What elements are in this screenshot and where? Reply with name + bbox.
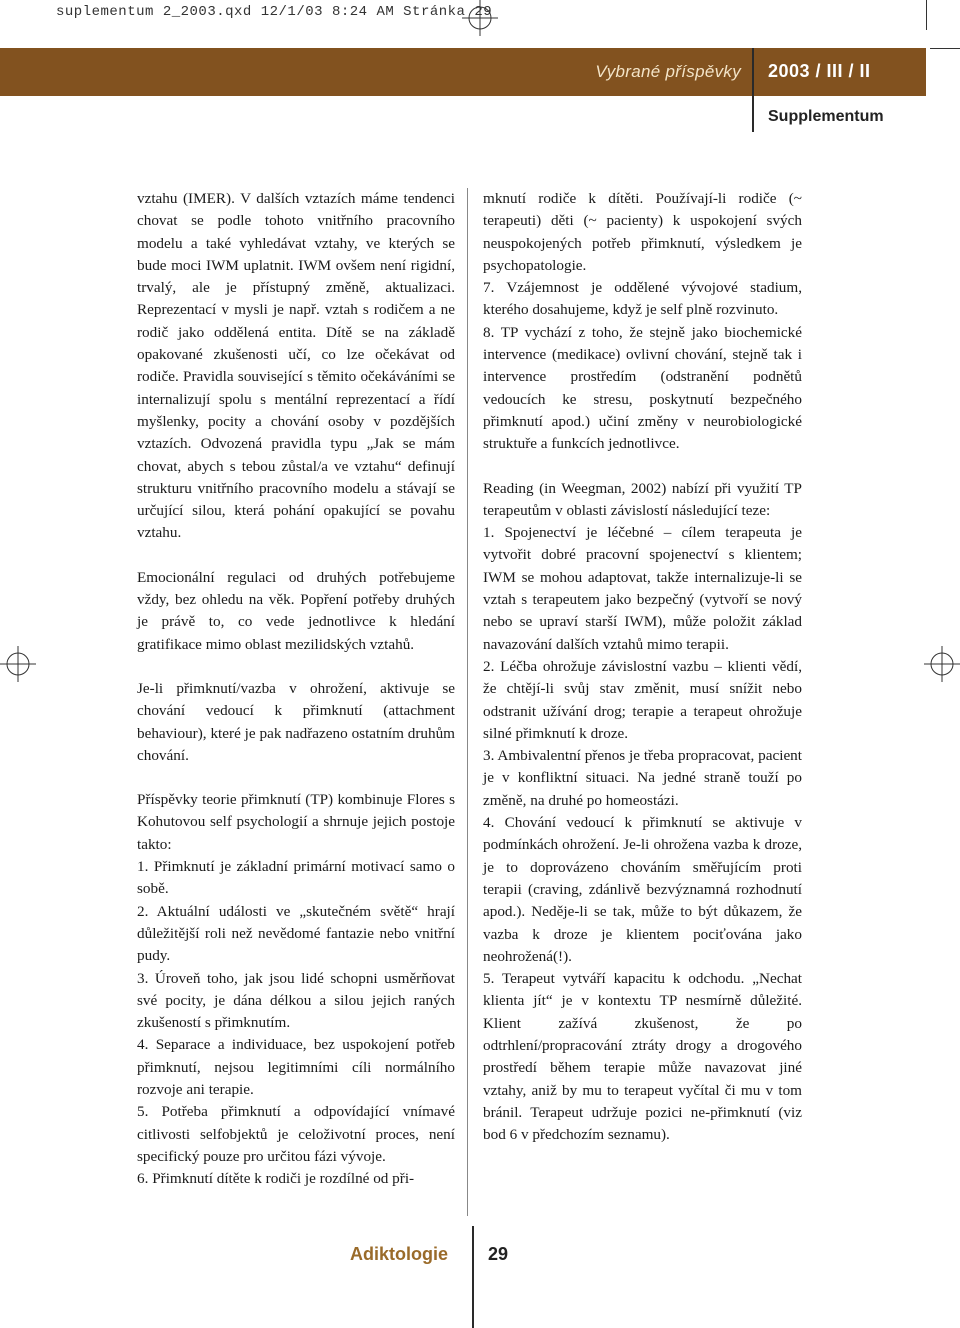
section-title: Vybrané příspěvky xyxy=(595,62,741,81)
registration-mark-left xyxy=(0,646,36,682)
paragraph: Příspěvky teorie přimknutí (TP) kombinuje Flores s Kohutovou self psychologií a shrnuje jejich postoje takto: xyxy=(137,791,455,853)
list-item: 1. Spojenectví je léčebné – cílem terapeuta je vytvořit dobré pracovní spojenectví s klientem; IWM se mohou adaptovat, takže internalizuje-li se vztah s terapeutem jako bezpečný (vytvoří se nový nebo se upraví starší IWM), může položit základ navazování dalších vztahů mimo terapii. xyxy=(483,524,802,653)
column-divider xyxy=(467,188,468,1216)
list-item: 3. Ambivalentní přenos je třeba propracovat, pacient je v konfliktní situaci. Na jedné straně touží po změně, na druhé po homeostázi. xyxy=(483,747,802,809)
list-item: 2. Léčba ohrožuje závislostní vazbu – klienti vědí, že chtějí-li svůj stav změnit, musí snížit nebo odstranit užívání drog; terapie a terapeut ohrožuje silné přimknutí k droze. xyxy=(483,657,802,742)
list-item: 6. Přimknutí dítěte k rodiči je rozdílné od při- xyxy=(137,1170,415,1188)
file-slug: suplementum 2_2003.qxd 12/1/03 8:24 AM Stránka 29 xyxy=(56,4,493,20)
paragraph: Reading (in Weegman, 2002) nabízí při využití TP terapeutům v oblasti závislostí následující teze: xyxy=(483,479,802,519)
list-item: 1. Přimknutí je základní primární motivací samo o sobě. xyxy=(137,858,455,898)
left-column xyxy=(137,188,455,1190)
list-item: 4. Chování vedoucí k přimknutí se aktivuje v podmínkách ohrožení. Je-li ohrožena vazba k droze, je to doprovázeno chováním směřujícím proti terapii (craving, zdánlivě bezvýznamná rozhodnutí apod.). Neděje-li se tak, může to být důkazem, že vazba k droze je klientem pociťována jako neohrožená(!). xyxy=(483,814,802,965)
list-item: 2. Aktuální události ve „skutečném světě“ hrají důležitější roli než nevědomé fantazie nebo vnitřní pudy. xyxy=(137,902,455,965)
header-divider xyxy=(752,48,754,132)
header-banner xyxy=(0,48,926,96)
paragraph: vztahu (IMER). V dalších vztazích máme tendenci chovat se podle tohoto vnitřního pracovního modelu a také vyhledávat vztahy, ve kterých se bude moci IWM uplatnit. IWM ovšem není rigidní, trvalý, ale je přístupný změně, aktualizaci. Reprezentací v mysli je např. vztah s rodičem a ne rodič jako oddělená entita. Dítě se na základě opakované zkušenosti učí, co lze očekávat od rodiče. Pravidla související s těmito očekáváními se internalizují spolu s mentální reprezentací a řídí myšlenky, pocity a chování osoby v pozdějších vztazích. Odvozená pravidla typu „Jak se mám chovat, abych s tebou zůstal/a ve vztahu“ definují strukturu vnitřního pracovního modelu a stávají se určující silou, která pohání opakující se povahu vztahu. xyxy=(137,190,455,542)
registration-mark-top xyxy=(462,0,498,36)
crop-mark xyxy=(926,0,927,30)
paragraph: Emocionální regulaci od druhých potřebujeme vždy, bez ohledu na věk. Popření potřeby druhých je právě to, co vede jednotlivce k hledání gratifikace mimo oblast mezilidských vztahů. xyxy=(137,568,455,653)
list-item: 7. Vzájemnost je oddělené vývojové stadium, kterého dosahujeme, když je self plně rozvinuto. xyxy=(483,279,802,319)
list-item: 5. Potřeba přimknutí a odpovídající vnímavé citlivosti selfobjektů je celoživotní proces, není specifický pouze pro určitou fázi vývoje. xyxy=(137,1103,455,1165)
journal-name: Adiktologie xyxy=(350,1244,448,1264)
list-item: 4. Separace a individuace, bez uspokojení potřeb přimknutí, nejsou legitimními cíli normálního rozvoje ani terapie. xyxy=(137,1036,455,1098)
page-number: 29 xyxy=(488,1244,509,1264)
crop-mark xyxy=(930,48,960,49)
issue-number: 2003 / III / II xyxy=(768,61,871,81)
paragraph: mknutí rodiče k dítěti. Používají-li rodiče (~ terapeuti) děti (~ pacienty) k uspokojení svých neuspokojených potřeb přimknutí, výsledkem je psychopatologie. xyxy=(483,190,802,274)
list-item: 3. Úroveň toho, jak jsou lidé schopni usměrňovat své pocity, je dána délkou a silou jejich raných zkušeností s přimknutím. xyxy=(137,969,455,1032)
list-item: 5. Terapeut vytváří kapacitu k odchodu. „Nechat klienta jít“ je v kontextu TP nesmírně důležité. Klient zažívá zkušenost, že po odtrhlení/propracování ztráty drogy a drogového prostředí během terapie může navazovat jiné vztahy, aniž by mu to terapeut vyčítal či mu v tom bránil. Terapeut udržuje pozici ne-přimknutí (viz bod 6 v předchozím seznamu). xyxy=(483,970,802,1144)
footer-divider xyxy=(472,1226,474,1328)
right-column xyxy=(483,188,802,1146)
registration-mark-right xyxy=(924,646,960,682)
paragraph: Je-li přimknutí/vazba v ohrožení, aktivuje se chování vedoucí k přimknutí (attachment behaviour), které je pak nadřazeno ostatním druhům chování. xyxy=(137,679,455,764)
supplement-label: Supplementum xyxy=(768,108,884,125)
list-item: 8. TP vychází z toho, že stejně jako biochemické intervence (medikace) ovlivní chování, stejně tak i intervence prostředím (odstranění podnětů vedoucích ke stresu, poskytnutí bezpečného přimknutí apod.) učiní změny v neurobiologické struktuře a funkcích jednotlivce. xyxy=(483,323,802,453)
